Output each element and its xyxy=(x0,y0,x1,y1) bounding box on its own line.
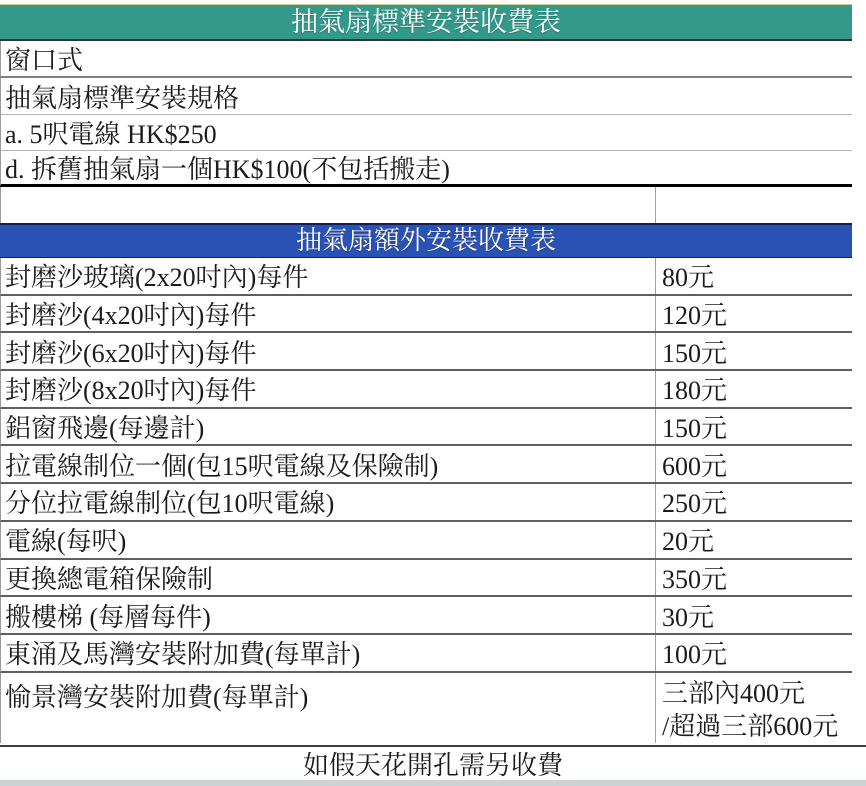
item-cell: 搬樓梯 (每層每件) xyxy=(1,597,656,633)
price-cell: 30元 xyxy=(662,602,715,632)
price-row xyxy=(0,597,852,635)
standard-row-text: d. 拆舊抽氣扇一個HK$100(不包括搬走) xyxy=(5,155,450,184)
price-cell: 80元 xyxy=(662,263,715,293)
price-cell: 180元 xyxy=(662,376,728,406)
standard-row-spec-heading xyxy=(0,78,852,115)
item-cell: 電線(每呎) xyxy=(1,522,656,558)
extra-table-title: 抽氣扇額外安裝收費表 xyxy=(295,226,556,255)
price-row xyxy=(0,446,852,484)
item-cell: 鋁窗飛邊(每邊計) xyxy=(1,409,656,445)
price-row xyxy=(0,409,852,447)
footer-note-row xyxy=(0,745,866,780)
standard-row-text: 抽氣扇標準安裝規格 xyxy=(5,83,240,113)
price-cell xyxy=(656,673,852,743)
standard-row-a xyxy=(0,115,852,151)
standard-row-text: a. 5呎電線 HK$250 xyxy=(5,120,217,149)
item-cell: 封磨沙(4x20吋內)每件 xyxy=(1,296,656,332)
price-cell: 250元 xyxy=(662,489,728,519)
price-cell: 20元 xyxy=(662,527,715,557)
spacer-cell-right xyxy=(656,187,852,223)
extra-table-title-bar xyxy=(0,223,852,258)
spacer-cell-left xyxy=(1,187,656,223)
standard-table-title-bar xyxy=(0,4,852,41)
item-cell: 東涌及馬灣安裝附加費(每單計) xyxy=(1,635,656,671)
standard-table-title: 抽氣扇標準安裝收費表 xyxy=(291,6,561,37)
price-cell: 350元 xyxy=(662,564,728,594)
price-row-discovery-bay xyxy=(0,673,852,743)
price-row xyxy=(0,560,852,598)
item-cell: 拉電線制位一個(包15呎電線及保險制) xyxy=(1,446,656,482)
price-row xyxy=(0,635,852,673)
standard-row-text: 窗口式 xyxy=(5,46,84,75)
price-line-1: 三部內400元 xyxy=(662,678,806,708)
price-row xyxy=(0,522,852,560)
item-cell: 更換總電箱保險制 xyxy=(1,560,656,596)
price-cell: 150元 xyxy=(662,414,728,444)
price-row xyxy=(0,333,852,371)
price-row xyxy=(0,296,852,334)
footer-note: 如假天花開孔需另收費 xyxy=(302,751,563,780)
item-cell: 封磨沙(6x20吋內)每件 xyxy=(1,333,656,369)
standard-row-d xyxy=(0,151,852,187)
item-cell: 分位拉電線制位(包10呎電線) xyxy=(1,484,656,520)
standard-row-window-type xyxy=(0,41,852,78)
item-cell: 封磨沙(8x20吋內)每件 xyxy=(1,371,656,407)
price-cell: 100元 xyxy=(662,640,728,670)
spacer-row xyxy=(0,187,852,223)
price-cell: 120元 xyxy=(662,301,728,331)
price-row xyxy=(0,484,852,522)
item-cell: 封磨沙玻璃(2x20吋內)每件 xyxy=(1,258,656,294)
price-cell: 600元 xyxy=(662,451,728,481)
price-row xyxy=(0,258,852,296)
price-row xyxy=(0,371,852,409)
price-cell: 150元 xyxy=(662,338,728,368)
bottom-edge-strip xyxy=(0,780,866,786)
price-line-2: /超過三部600元 xyxy=(662,711,839,741)
item-cell: 愉景灣安裝附加費(每單計) xyxy=(1,673,656,743)
